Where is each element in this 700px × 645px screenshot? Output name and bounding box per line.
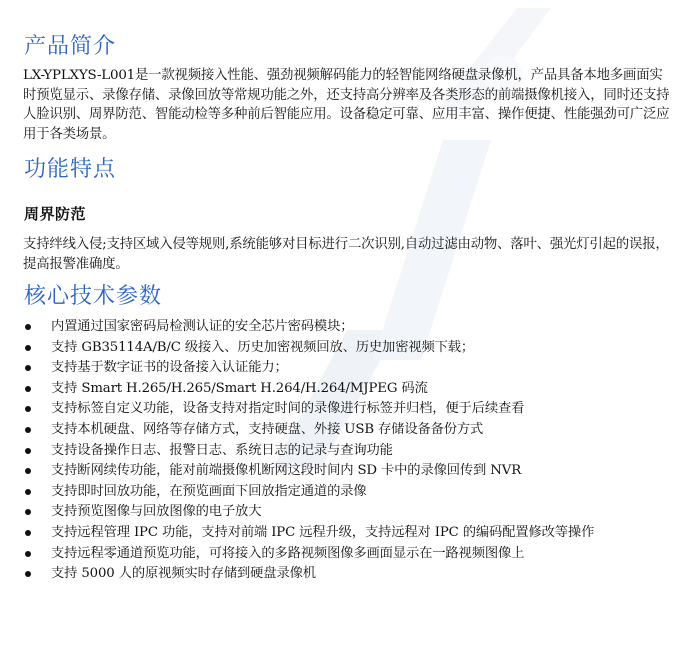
product-intro-heading: 产品简介	[24, 34, 117, 59]
parameter-text: 支持设备操作日志、报警日志、系统日志的记录与查询功能	[51, 442, 393, 458]
parameter-text: 支持远程零通道预览功能，可将接入的多路视频图像多画面显示在一路视频图像上	[51, 545, 525, 561]
product-intro-text: LX-YPLXYS-L001是一款视频接入性能、强劲视频解码能力的轻智能网络硬盘录像机，产品具备本地多画面实时预览显示、录像存储、录像回放等常规功能之外，还支持高分辨率及各类形态的前端摄像机接入，同时还支持人脸识别、周界防范、智能动检等多种前后智能应用。设备稳定可靠、应用丰富、操作便捷、性能强劲可广泛应用于各类场景。	[23, 68, 670, 142]
core-parameters-heading: 核心技术参数	[24, 284, 163, 309]
bullet-dot-icon	[25, 551, 31, 557]
parameter-text: 支持 Smart H.265/H.265/Smart H.264/H.264/MJPEG 码流	[51, 380, 428, 396]
bullet-dot-icon	[25, 448, 31, 454]
parameter-list-item	[23, 379, 673, 400]
bullet-dot-icon	[25, 406, 31, 412]
parameter-list-item	[23, 482, 673, 503]
parameter-list-item	[23, 358, 673, 379]
bullet-dot-icon	[25, 427, 31, 433]
parameter-text: 支持基于数字证书的设备接入认证能力；	[51, 360, 288, 376]
bullet-dot-icon	[25, 324, 31, 330]
parameter-list-item	[23, 461, 673, 482]
bullet-dot-icon	[25, 530, 31, 536]
parameter-text: 支持 5000 人的原视频实时存储到硬盘录像机	[51, 566, 316, 582]
parameter-list-item	[23, 399, 673, 420]
parameter-text: 支持预览图像与回放图像的电子放大	[51, 504, 262, 520]
bullet-dot-icon	[25, 489, 31, 495]
parameter-list-item	[23, 420, 673, 441]
parameter-list-item	[23, 441, 673, 462]
parameter-list-item	[23, 317, 673, 338]
parameter-text: 内置通过国家密码局检测认证的安全芯片密码模块；	[51, 319, 354, 334]
parameter-list-item	[23, 502, 673, 523]
bullet-dot-icon	[25, 345, 31, 351]
parameter-list-item	[23, 544, 673, 565]
parameter-text: 支持标签自定义功能，设备支持对指定时间的录像进行标签并归档，便于后续查看	[51, 401, 525, 417]
bullet-dot-icon	[25, 509, 31, 515]
parameter-list-item	[23, 523, 673, 544]
perimeter-protection-text: 支持绊线入侵;支持区域入侵等规则,系统能够对目标进行二次识别,自动过滤由动物、落叶、强光灯引起的误报，提高报警准确度。	[23, 237, 669, 272]
parameter-text: 支持 GB35114A/B/C 级接入、历史加密视频回放、历史加密视频下载；	[51, 339, 475, 355]
parameter-list-item	[23, 564, 673, 585]
core-parameters-list	[23, 317, 673, 585]
bullet-dot-icon	[25, 386, 31, 392]
parameter-text: 支持即时回放功能，在预览画面下回放指定通道的录像	[51, 483, 367, 499]
perimeter-protection-subheading: 周界防范	[24, 205, 87, 223]
parameter-text: 支持断网续传功能，能对前端摄像机断网这段时间内 SD 卡中的录像回传到 NVR	[51, 463, 522, 479]
features-heading: 功能特点	[24, 157, 117, 182]
bullet-dot-icon	[25, 365, 31, 371]
parameter-list-item	[23, 338, 673, 359]
parameter-text: 支持本机硬盘、网络等存储方式，支持硬盘、外接 USB 存储设备备份方式	[51, 421, 484, 437]
bullet-dot-icon	[25, 571, 31, 577]
bullet-dot-icon	[25, 468, 31, 474]
parameter-text: 支持远程管理 IPC 功能，支持对前端 IPC 远程升级，支持远程对 IPC 的编码配置修改等操作	[51, 524, 595, 540]
